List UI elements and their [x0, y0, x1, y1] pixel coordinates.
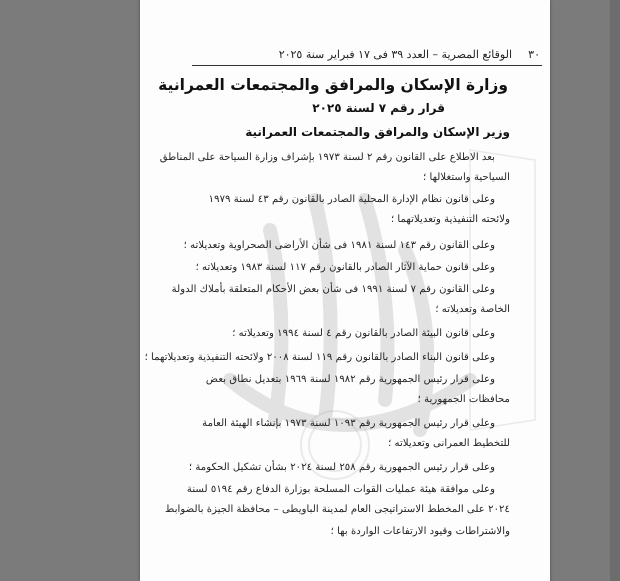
running-header	[192, 47, 542, 66]
body-line: وعلى قرار رئيس الجمهورية رقم ١٠٩٣ لسنة ١٩٧٣ بإنشاء الهيئة العامة	[202, 418, 495, 429]
body-line: وعلى قانون البناء الصادر بالقانون رقم ١١٩ لسنة ٢٠٠٨ ولائحته التنفيذية وتعديلاتهما ؛	[144, 352, 495, 363]
minister-title: وزير الإسكان والمرافق والمجتمعات العمرانية	[245, 125, 510, 139]
body-line: وعلى موافقة هيئة عمليات القوات المسلحة بوزارة الدفاع رقم ٥١٩٤ لسنة	[186, 484, 495, 495]
body-line: الخاصة وتعديلاته ؛	[435, 304, 510, 315]
body-line: محافظات الجمهورية ؛	[417, 394, 510, 405]
body-line: والاشتراطات وقيود الارتفاعات الواردة بها ؛	[330, 526, 510, 537]
running-title: الوقائع المصرية – العدد ٣٩ فى ١٧ فبراير سنة ٢٠٢٥	[278, 48, 512, 61]
body-line: ٢٠٢٤ على المخطط الاستراتيجى العام لمدينة الباويطى – محافظة الجيزة بالضوابط	[165, 504, 510, 515]
body-line: وعلى القانون رقم ١٤٣ لسنة ١٩٨١ فى شأن الأراضى الصحراوية وتعديلاته ؛	[183, 240, 495, 251]
viewer-scrollbar[interactable]	[610, 0, 620, 581]
page-number: ٣٠	[528, 48, 540, 61]
body-line: وعلى قانون البيئة الصادر بالقانون رقم ٤ لسنة ١٩٩٤ وتعديلاته ؛	[232, 328, 495, 339]
body-line: وعلى قرار رئيس الجمهورية رقم ٢٥٨ لسنة ٢٠٢٤ بشأن تشكيل الحكومة ؛	[188, 462, 495, 473]
document-page	[140, 0, 550, 581]
body-line: السياحية واستغلالها ؛	[422, 172, 510, 183]
body-line: للتخطيط العمرانى وتعديلاته ؛	[388, 438, 510, 449]
body-line: وعلى قرار رئيس الجمهورية رقم ١٩٨٢ لسنة ١٩٦٩ بتعديل نطاق بعض	[205, 374, 495, 385]
body-line: وعلى القانون رقم ٧ لسنة ١٩٩١ فى شأن بعض الأحكام المتعلقة بأملاك الدولة	[171, 284, 495, 295]
body-line: وعلى قانون نظام الإدارة المحلية الصادر بالقانون رقم ٤٣ لسنة ١٩٧٩	[208, 194, 495, 205]
body-line: وعلى قانون حماية الآثار الصادر بالقانون رقم ١١٧ لسنة ١٩٨٣ وتعديلاته ؛	[195, 262, 495, 273]
body-line: ولائحته التنفيذية وتعديلاتهما ؛	[390, 214, 510, 225]
decree-title: قرار رقم ٧ لسنة ٢٠٢٥	[312, 101, 445, 115]
ministry-title: وزارة الإسكان والمرافق والمجتمعات العمرانية	[158, 76, 508, 94]
body-line: بعد الاطلاع على القانون رقم ٢ لسنة ١٩٧٣ بإشراف وزارة السياحة على المناطق	[159, 152, 495, 163]
